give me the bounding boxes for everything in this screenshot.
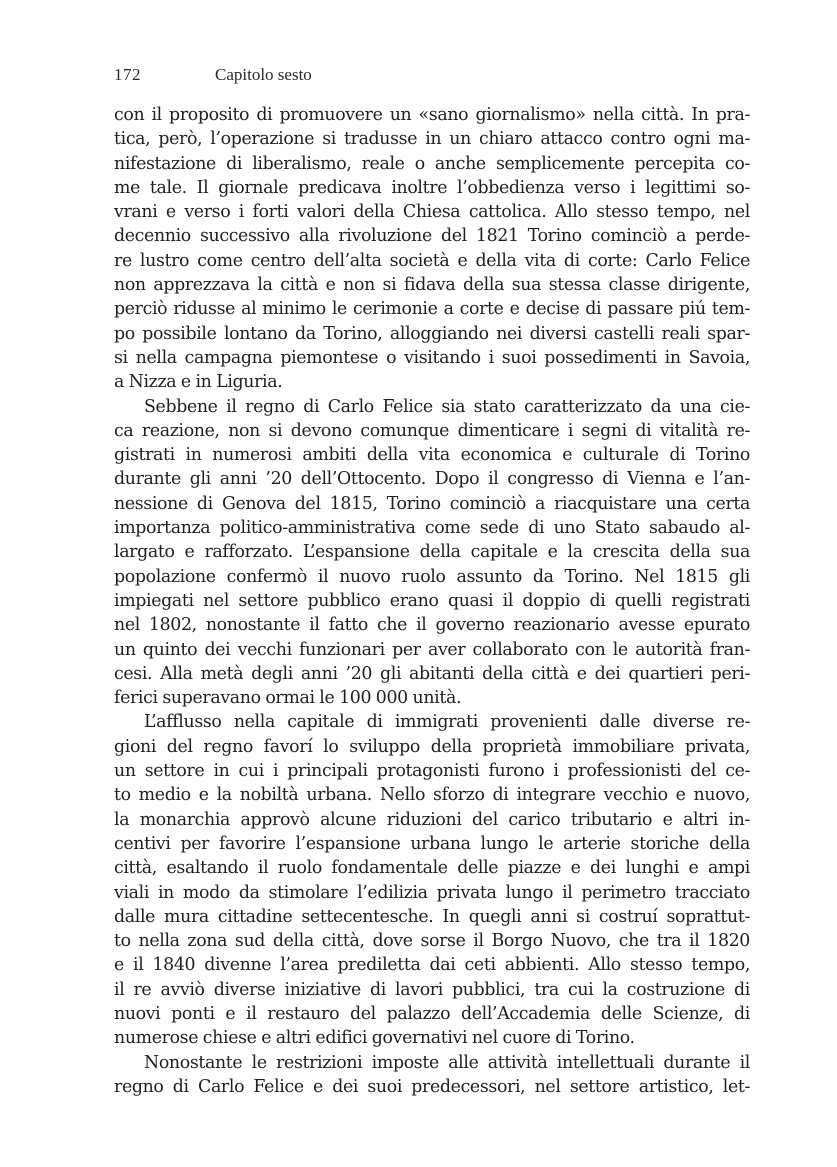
text-line: re lustro come centro dell’alta società e della vita di corte: Carlo Felice <box>114 250 750 271</box>
text-line: vrani e verso i forti valori della Chiesa cattolica. Allo stesso tempo, nel <box>114 202 750 223</box>
text-line: gistrati in numerosi ambiti della vita economica e culturale di Torino <box>114 445 750 466</box>
text-line: nifestazione di liberalismo, reale o anche semplicemente percepita co- <box>114 153 750 174</box>
text-line: a Nizza e in Liguria. <box>114 372 283 393</box>
running-head <box>114 60 754 90</box>
text-line: il re avviò diverse iniziative di lavori pubblici, tra cui la costruzione di <box>114 979 750 1000</box>
text-line: nessione di Genova del 1815, Torino cominciò a riacquistare una certa <box>114 493 750 514</box>
text-line: numerose chiese e altri edifici governativi nel cuore di Torino. <box>114 1028 635 1049</box>
text-line: non apprezzava la città e non si fidava della sua stessa classe dirigente, <box>114 275 750 296</box>
text-line: cesi. Alla metà degli anni ’20 gli abitanti della città e dei quartieri peri- <box>114 663 750 684</box>
text-line: un settore in cui i principali protagonisti furono i professionisti del ce- <box>114 761 750 782</box>
text-line: viali in modo da stimolare l’edilizia privata lungo il perimetro tracciato <box>114 882 750 903</box>
text-line: decennio successivo alla rivoluzione del 1821 Torino cominciò a perde- <box>114 226 750 247</box>
body-text <box>114 103 750 1099</box>
paragraph-4 <box>114 1051 750 1100</box>
text-line: ca reazione, non si devono comunque dimenticare i segni di vitalità re- <box>114 420 750 441</box>
text-line: perciò ridusse al minimo le cerimonie a corte e decise di passare piú tem- <box>114 299 750 320</box>
text-line: po possibile lontano da Torino, alloggiando nei diversi castelli reali spar- <box>114 323 750 344</box>
text-line: gioni del regno favorí lo sviluppo della proprietà immobiliare privata, <box>114 736 750 757</box>
paragraph-1 <box>114 103 750 395</box>
text-line: durante gli anni ’20 dell’Ottocento. Dopo il congresso di Vienna e l’an- <box>114 469 750 490</box>
text-line: e il 1840 divenne l’area prediletta dai ceti abbienti. Allo stesso tempo, <box>114 955 750 976</box>
page-number: 172 <box>114 65 141 84</box>
paragraph-2 <box>114 395 750 711</box>
text-line: un quinto dei vecchi funzionari per aver collaborato con le autorità fran- <box>114 639 750 660</box>
text-line: nuovi ponti e il restauro del palazzo dell’Accademia delle Scienze, di <box>114 1003 750 1024</box>
text-line: Sebbene il regno di Carlo Felice sia stato caratterizzato da una cie- <box>144 396 750 417</box>
text-line: to medio e la nobiltà urbana. Nello sforzo di integrare vecchio e nuovo, <box>114 785 750 806</box>
text-line: centivi per favorire l’espansione urbana lungo le arterie storiche della <box>114 833 750 854</box>
text-line: si nella campagna piemontese o visitando i suoi possedimenti in Savoia, <box>114 347 750 368</box>
text-line: tica, però, l’operazione si tradusse in un chiaro attacco contro ogni ma- <box>114 129 750 150</box>
text-line: impiegati nel settore pubblico erano quasi il doppio di quelli registrati <box>114 590 750 611</box>
paragraph-3 <box>114 710 750 1050</box>
text-line: largato e rafforzato. L’espansione della capitale e la crescita della sua <box>114 542 750 563</box>
text-line: to nella zona sud della città, dove sorse il Borgo Nuovo, che tra il 1820 <box>114 931 750 952</box>
chapter-title: Capitolo sesto <box>215 65 312 84</box>
text-line: regno di Carlo Felice e dei suoi predecessori, nel settore artistico, let- <box>114 1076 750 1097</box>
text-line: popolazione confermò il nuovo ruolo assunto da Torino. Nel 1815 gli <box>114 566 750 587</box>
text-line: Nonostante le restrizioni imposte alle attività intellettuali durante il <box>144 1052 750 1073</box>
text-line: ferici superavano ormai le 100 000 unità. <box>114 688 462 709</box>
text-line: importanza politico-amministrativa come sede di uno Stato sabaudo al- <box>114 518 750 539</box>
text-line: città, esaltando il ruolo fondamentale delle piazze e dei lunghi e ampi <box>114 858 750 879</box>
text-line: L’afflusso nella capitale di immigrati provenienti dalle diverse re- <box>144 712 750 733</box>
text-line: nel 1802, nonostante il fatto che il governo reazionario avesse epurato <box>114 615 750 636</box>
text-line: dalle mura cittadine settecentesche. In quegli anni si costruí soprattut- <box>114 906 750 927</box>
text-line: la monarchia approvò alcune riduzioni del carico tributario e altri in- <box>114 809 750 830</box>
text-line: me tale. Il giornale predicava inoltre l’obbedienza verso i legittimi so- <box>114 177 750 198</box>
text-line: con il proposito di promuovere un «sano giornalismo» nella città. In pra- <box>114 105 750 125</box>
